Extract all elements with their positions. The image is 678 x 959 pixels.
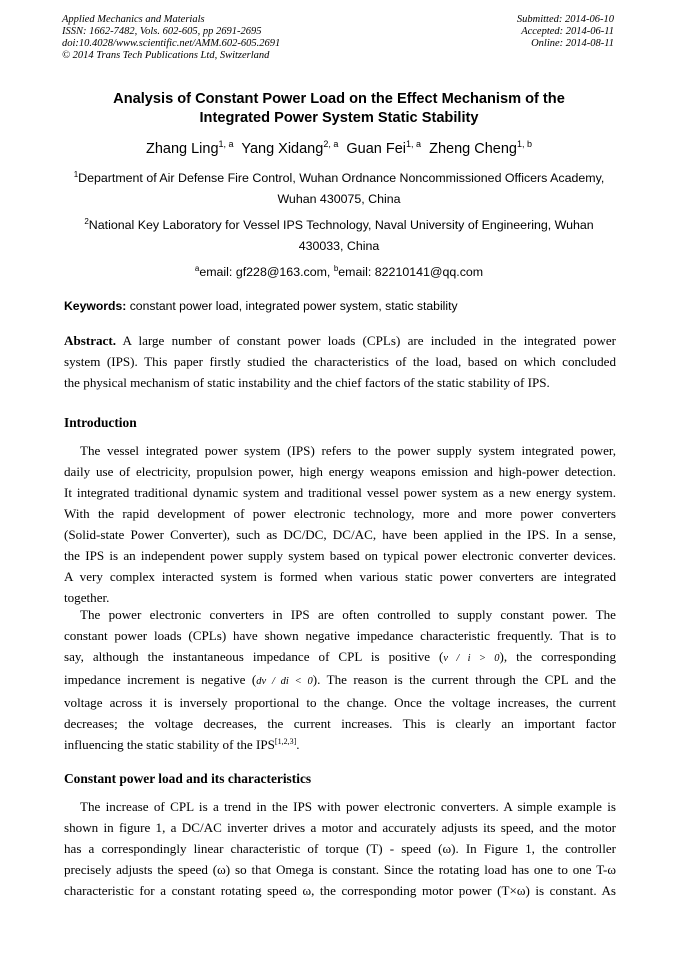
author-list <box>60 134 618 159</box>
email-a[interactable]: email: gf228@163.com, <box>199 265 334 279</box>
paper-title: Analysis of Constant Power Load on the Effect Mechanism of the Integrated Power System Static Stability <box>113 91 565 126</box>
journal-doi[interactable]: doi:10.4028/www.scientific.net/AMM.602-605.2691 <box>62 38 281 49</box>
section-heading-introduction: Introduction <box>64 415 137 430</box>
cpl-paragraph-1: The increase of CPL is a trend in the IPS with power electronic converters. A simple example is shown in figure 1, a DC/AC inverter drives a motor and accurately adjusts its speed, and the motor has a correspondingly linear characteristic of torque (T) - speed (ω). In Figure 1, the controller precisely adjusts the speed (ω) so that Omega is constant. Since the rotating load has one to one T-ω characteristic for a constant rotating speed ω, the corresponding motor power (T×ω) is constant. As <box>64 799 616 898</box>
abstract-label: Abstract. <box>64 333 116 348</box>
publication-dates <box>517 14 614 50</box>
abstract: Abstract. A large number of constant power loads (CPLs) are included in the integrated power system (IPS). This paper firstly studied the characteristics of the load, based on which concluded the physical mechanism of static instability and the chief factors of the static stability of IPS. <box>64 333 616 390</box>
affiliation-2: $^2$National Key Laboratory for Vessel IPS Technology, Naval University of Engineering, Wuhan 430033, China <box>84 217 594 253</box>
journal-name: Applied Mechanics and Materials <box>62 14 205 25</box>
author-emails: $^a$email: gf228@163.com, $^b$email: 82210141@qq.com <box>194 264 484 279</box>
intro-paragraph-1: The vessel integrated power system (IPS) refers to the power supply system integrated power, daily use of electricity, propulsion power, high energy weapons emission and high-power detection. It integrated traditional dynamic system and traditional vessel power system as a new energy system. With the rapid development of power electronic technology, more and more power converters (Solid-state Power Converter), such as DC/DC, DC/AC, have been applied in the IPS. In a sense, the IPS is an independent power supply system based on typical power electronic converter devices. A very complex interacted system is formed when various static power converters are integrated together. <box>64 443 616 605</box>
keywords <box>64 298 616 314</box>
citation-ref[interactable]: [1,2,3] <box>274 737 297 746</box>
affiliation-1: $^1$Department of Air Defense Fire Control, Wuhan Ordnance Noncommissioned Officers Academy, Wuhan 430075, China <box>73 170 605 206</box>
date-accepted: Accepted: 2014-06-11 <box>521 26 614 37</box>
author: Yang Xidang$^{2, a}$ <box>241 139 339 157</box>
keywords-text: constant power load, integrated power system, static stability <box>126 299 458 313</box>
date-online: Online: 2014-08-11 <box>531 38 614 49</box>
author: Zheng Cheng$^{1, b}$ <box>429 139 533 157</box>
keywords-label: Keywords: <box>64 299 127 313</box>
journal-info <box>62 14 280 62</box>
section-heading-cpl: Constant power load and its characteristics <box>64 771 312 786</box>
journal-issn: ISSN: 1662-7482, Vols. 602-605, pp 2691-2695 <box>62 26 262 37</box>
journal-copyright: © 2014 Trans Tech Publications Ltd, Switzerland <box>62 50 270 61</box>
date-submitted: Submitted: 2014-06-10 <box>516 14 614 25</box>
author: Guan Fei$^{1, a}$ <box>346 139 422 157</box>
intro-paragraph-2: The power electronic converters in IPS are often controlled to supply constant power. The constant power loads (CPLs) have shown negative impedance characteristic frequently. That is to say, although the instantaneous impedance of CPL is positive (v / i > 0), the corresponding impedance increment is negative (dv / di < 0). The reason is the current through the CPL and the voltage across it is inversely proportional to the change. Once the voltage increases, the current decreases; the voltage decreases, the current increases. This is clearly an important factor influencing the static stability of the IPS[1,2,3]. <box>64 607 616 752</box>
email-b[interactable]: email: 82210141@qq.com <box>338 265 484 279</box>
equation-positive-impedance: v / i > 0 <box>443 653 500 664</box>
equation-negative-increment: dv / di < 0 <box>256 676 313 687</box>
author: Zhang Ling$^{1, a}$ <box>145 139 234 157</box>
